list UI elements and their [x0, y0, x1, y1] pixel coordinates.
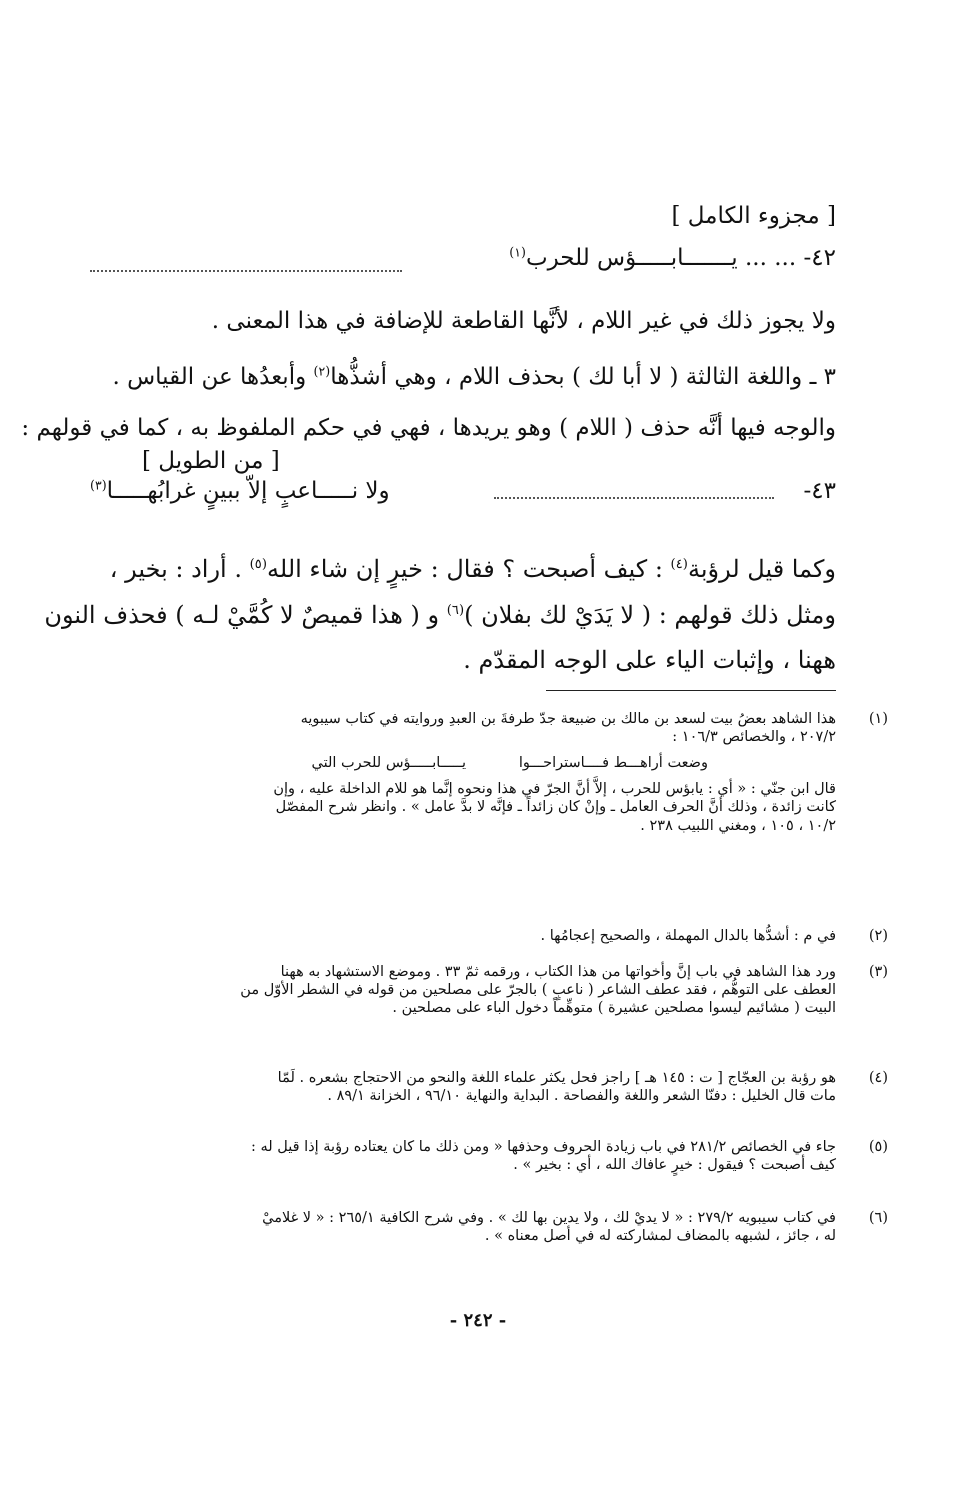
- paragraph-line: ولا يجوز ذلك في غير اللام ، لأنَّها القاطعة للإضافة في هذا المعنى .: [211, 308, 836, 334]
- verse-43-text: ولا نـــــاعبٍ إلاّ ببينٍ غرابُهـــــا$^{(٣)}$: [90, 477, 390, 504]
- footnote-6: (٦) في كتاب سيبويه ٢٧٩/٢ : « لا يديْ لك ، ولا يدين بها لك » . وفي شرح الكافية ٢٦٥/١ : « لا غلاميْ له ، جائز ، لشبهه بالمضاف لمشاركته له في أصل معناه » .: [262, 1210, 888, 1245]
- footnote-ref: (١): [509, 244, 526, 260]
- footnote-2: (٢) في م : أشدُّها بالدال المهملة ، والصحيح إعجامُها .: [540, 928, 888, 944]
- paragraph-line: ومثل ذلك قولهم : ( لا يَدَيْ لك بفلان )$^{(٦)}$ و ( هذا قميصٌ لا كُمَّيْ لـه ) فحذف النون: [44, 601, 836, 629]
- footnote-number: (٤): [868, 1070, 888, 1086]
- paragraph-line: والوجه فيها أنَّه حذف ( اللام ) وهو يريدها ، فهي في حكم الملفوظ به ، كما في قولهم :: [21, 415, 836, 441]
- paragraph-line: ههنا ، وإثبات الياء على الوجه المقدّم .: [463, 646, 836, 674]
- footnote-5: (٥) جاء في الخصائص ٢٨١/٢ في باب زيادة الحروف وحذفها « ومن ذلك ما كان يعتاده رؤبة إذا قيل له : كيف أصبحت ؟ فيقول : خيرٍ عافاك الله ، أي : بخير » .: [250, 1139, 888, 1174]
- meter-label: [ مجزوء الكامل ]: [671, 203, 836, 229]
- meter-label: [ من الطويل ]: [142, 448, 280, 474]
- verse-dotted-line: [494, 497, 774, 499]
- footnote-verse: يـــــابـــــؤس للحرب التي وضعت أراهـــط فــــاستراحـــوا: [311, 755, 708, 772]
- verse-42: [509, 245, 836, 273]
- footnote-ref: (٣): [90, 477, 107, 493]
- footnote-separator: [546, 690, 836, 691]
- verse-text: ... ... يـــــــابـــــؤس للحرب: [525, 245, 797, 271]
- footnote-ref: (٤): [670, 557, 688, 572]
- footnote-number: (٦): [868, 1210, 888, 1226]
- footnote-number: (٣): [868, 964, 888, 980]
- verse-number: ٤٢-: [803, 245, 836, 271]
- footnote-ref: (٦): [446, 603, 465, 618]
- footnote-1: (١) هذا الشاهد بعضُ بيت لسعد بن مالك بن ضبيعة جدّ طرفةَ بن العبدِ وروايته في كتاب سيبويه ٢٠٧/٢ ، والخصائص ١٠٦/٣ : يـــــابـــــؤس للحرب التي وضعت أراهـــط فــــاستراحـــوا قال ابن جنّي : « أي : يابؤس للحرب ، إلاَّ أنَّ الجرّ في هذا ونحوه إنَّما هو للام الداخلة عليه ، وإن كانت زائدة ، وذلك أنَّ الحرف العامل ـ وإنْ كان زائداً ـ فإنَّه لا بدَّ عامل » . وانظر شرح المفصّل ١٠/٢ ، ١٠٥ ، ومغني اللبيب ٢٣٨ .: [120, 710, 836, 835]
- footnote-4: (٤) هو رؤبة بن العجّاج [ ت : ١٤٥ هـ ] راجز فحل يكثر علماء اللغة والنحو من الاحتجاج بشعره . لَمّا مات قال الخليل : دفنّا الشعر واللغة والفصاحة . البداية والنهاية ٩٦/١٠ ، الخزانة ٨٩/١ .: [277, 1070, 888, 1105]
- footnote-ref: (٥): [249, 557, 267, 572]
- footnote-number: (٥): [868, 1139, 888, 1155]
- footnote-3: (٣) ورد هذا الشاهد في باب إنَّ وأخواتها من هذا الكتاب ، ورقمه ثمّ ٣٣ . وموضع الاستشهاد به ههنا العطف على التوهُّم ، فقد عطف الشاعر ( ناعبٍ ) بالجرّ على مصلحين من قوله في الشطر الأوّل من البيت ( مشائيم ليسوا مصلحين عشيرة ) متوهِّماً دخول الباء على مصلحين .: [240, 964, 888, 1017]
- footnote-ref: (٢): [313, 363, 331, 379]
- page-number: - ٢٤٢ -: [449, 1310, 507, 1331]
- verse-dotted-line: [90, 270, 402, 272]
- paragraph-line: وكما قيل لرؤبة$^{(٤)}$ : كيف أصبحت ؟ فقال : خيرٍ إن شاء الله$^{(٥)}$ . أراد : بخير ،: [109, 555, 836, 583]
- footnote-number: (٢): [868, 928, 888, 944]
- paragraph-line: ٣ ـ واللغة الثالثة ( لا أبا لك ) بحذف اللام ، وهي أشذُّها$^{(٢)}$ وأبعدُها عن القياس .: [112, 363, 836, 390]
- verse-43-number: ٤٣-: [803, 478, 836, 504]
- footnote-number: (١): [868, 711, 888, 727]
